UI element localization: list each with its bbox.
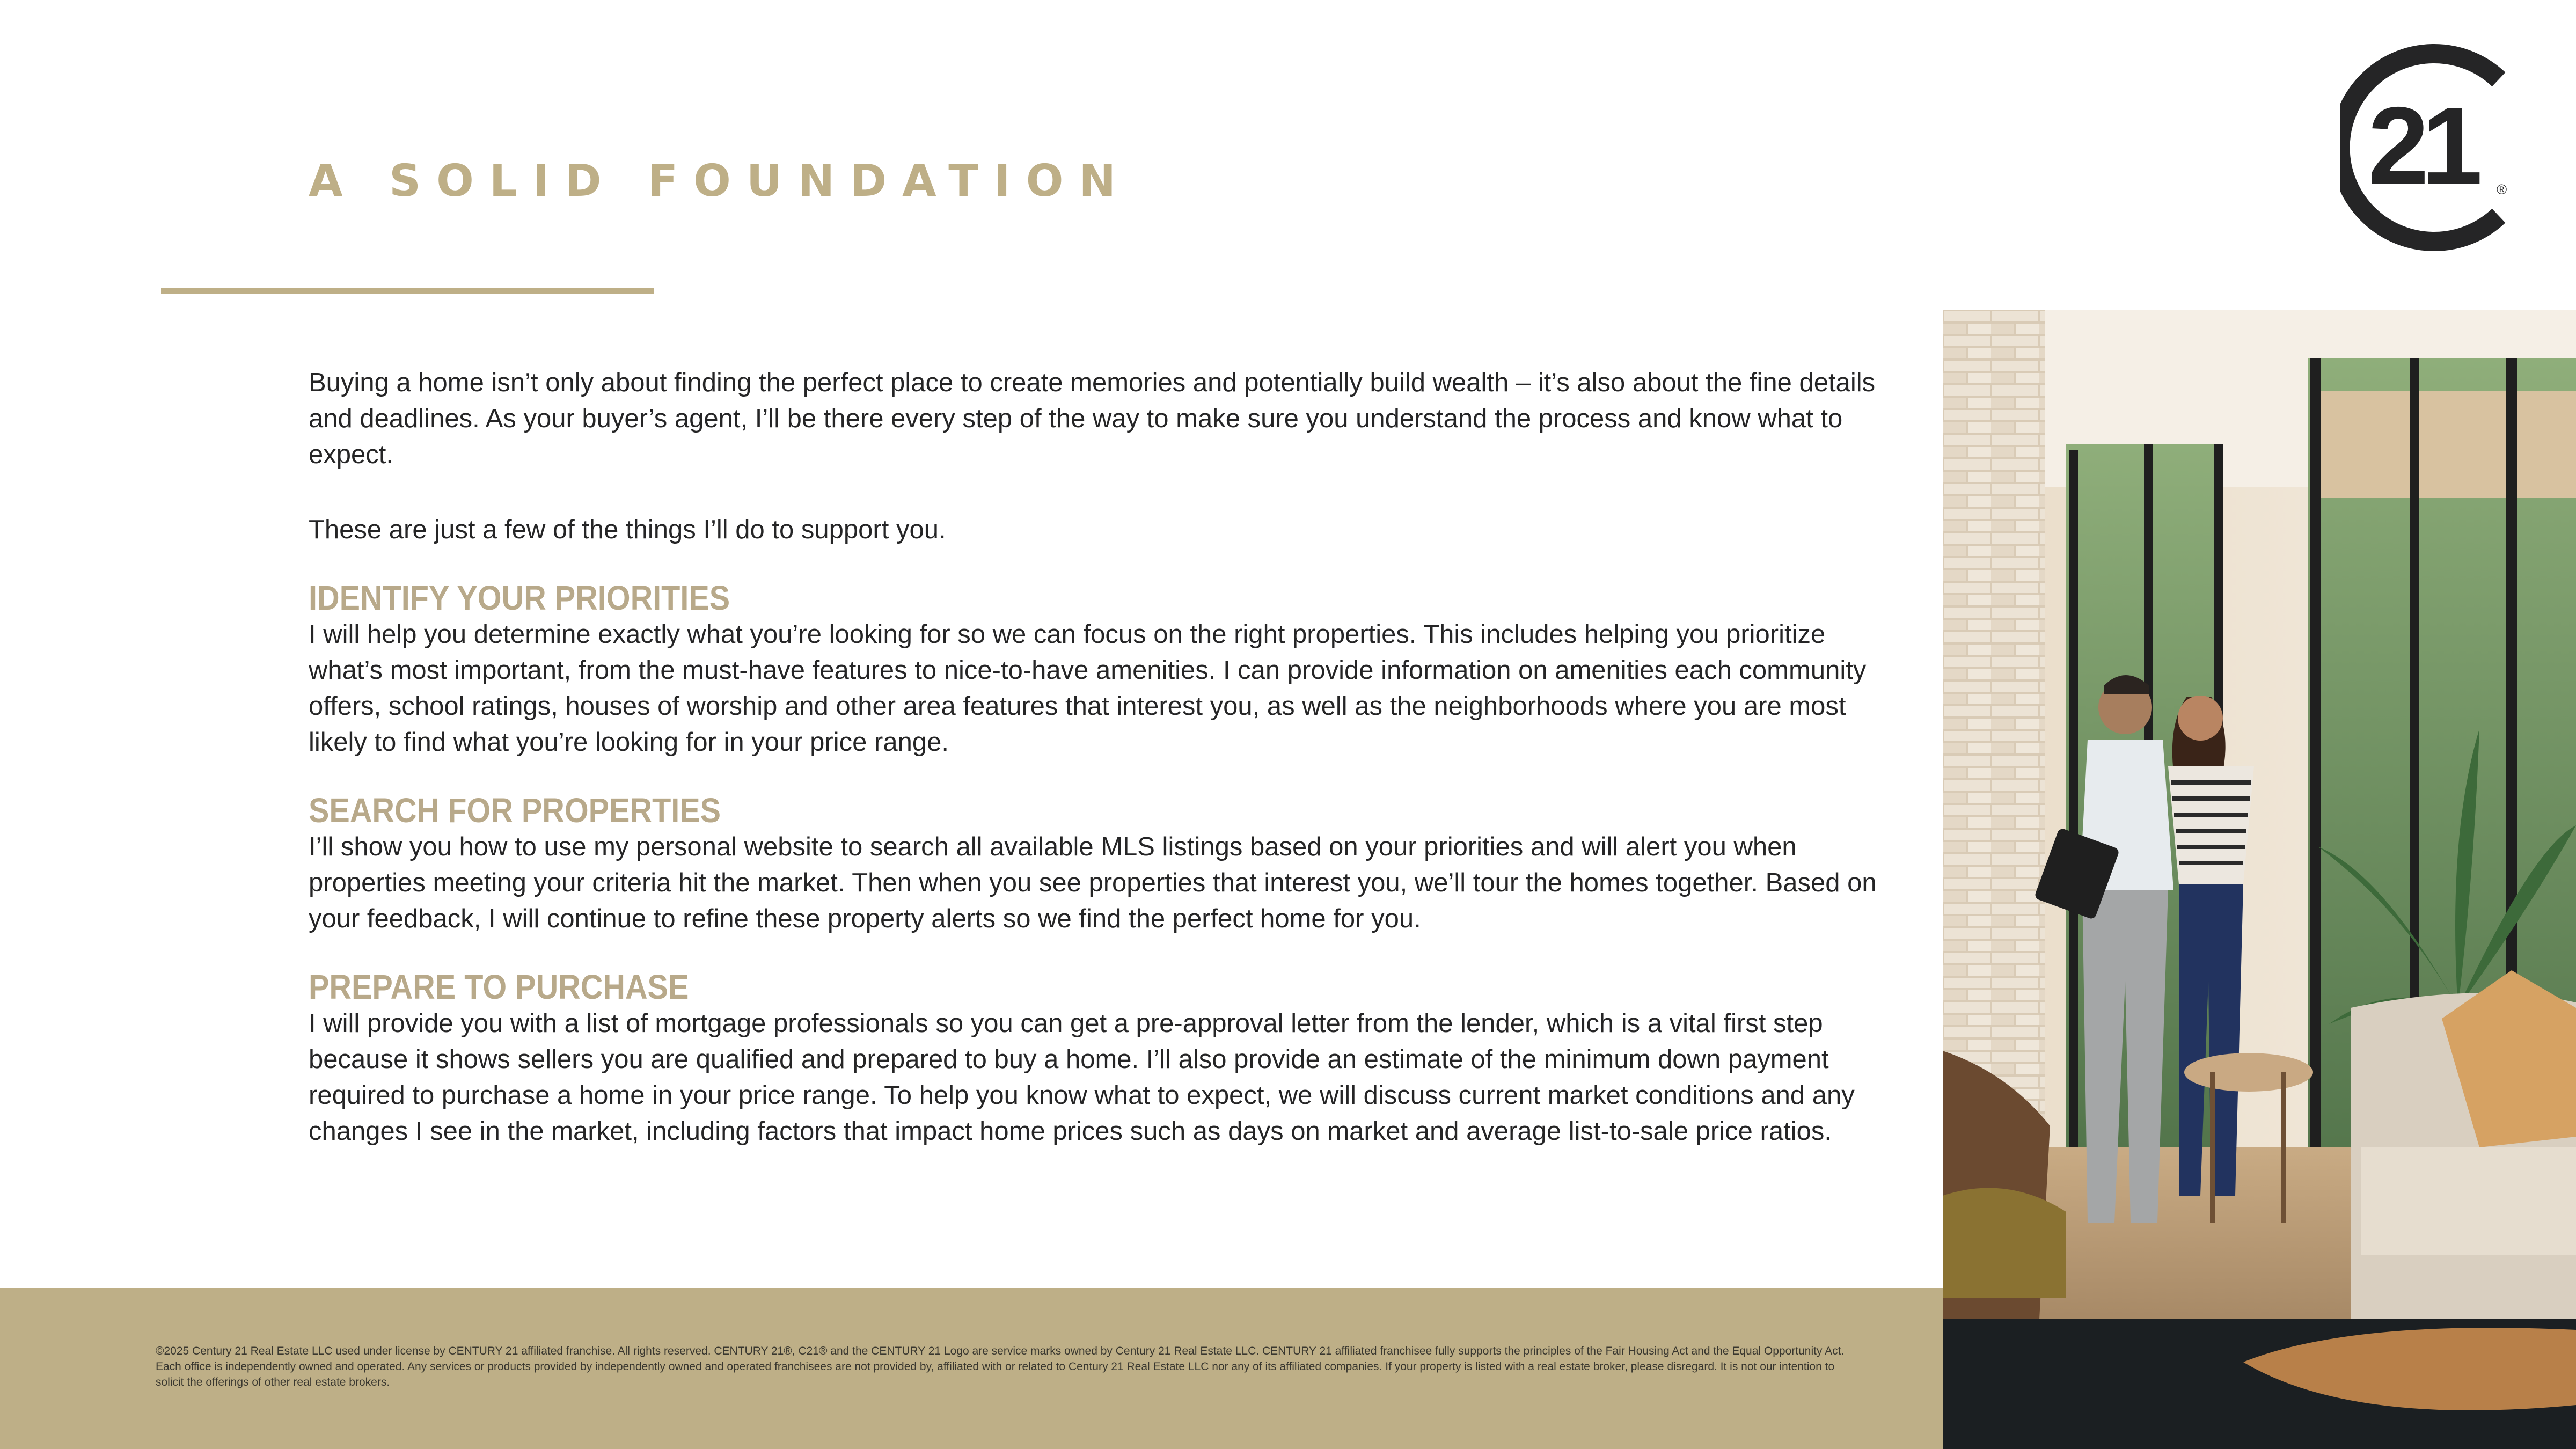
footer	[0, 1288, 1943, 1449]
section-identify-priorities	[309, 579, 1897, 760]
side-table	[2184, 1053, 2313, 1092]
section-search-properties	[309, 792, 1897, 937]
section-body: I will help you determine exactly what you’re looking for so we can focus on the right properties. This includes helping you prioritize what’s most important, from the must-have features to nice-to-have amenities. I can provide information on amenities each community offers, school ratings, houses of worship and other area features that interest you, as well as the neighborhoods where you are most likely to find what you’re looking for in your price range.	[309, 620, 1867, 757]
logo-number: 21	[2368, 84, 2476, 207]
title-underline	[161, 288, 654, 294]
section-heading: IDENTIFY YOUR PRIORITIES	[309, 579, 730, 617]
home-tour-photo	[1943, 310, 2576, 1449]
intro-paragraph: Buying a home isn’t only about finding the perfect place to create memories and potentially build wealth – it’s also about the fine details and deadlines. As your buyer’s agent, I’ll be there every step of the way to make sure you understand the process and know what to expect.	[309, 368, 1876, 469]
footer-legal-text: ©2025 Century 21 Real Estate LLC used under license by CENTURY 21 affiliated franchise. All rights reserved. CENTURY 21®, C21® and the CENTURY 21 Logo are service marks owned by Century 21 Real Estate LLC. CENTURY 21 affiliated franchisee fully supports the principles of the Fair Housing Act and the Equal Opportunity Act. Each office is independently owned and operated. Any services or products provided by independently owned and operated franchisees are not provided by, affiliated with or related to Century 21 Real Estate LLC nor any of its affiliated companies. If your property is listed with a real estate broker, please disregard. It is not our intention to solicit the offerings of other real estate brokers.	[156, 1345, 1845, 1388]
section-body: I will provide you with a list of mortgage professionals so you can get a pre-approval letter from the lender, which is a vital first step because it shows sellers you are qualified and prepared to buy a home. I’ll also provide an estimate of the minimum down payment required to purchase a home in your price range. To help you know what to expect, we will discuss current market conditions and any changes I see in the market, including factors that impact home prices such as days on market and average list-to-sale price ratios.	[309, 1009, 1855, 1146]
logo-registered-mark: ®	[2497, 181, 2507, 197]
page-title: A SOLID FOUNDATION	[309, 156, 1132, 207]
section-heading: SEARCH FOR PROPERTIES	[309, 791, 721, 830]
main-content	[309, 365, 1897, 1150]
porch-ceiling	[2313, 391, 2576, 498]
section-prepare-purchase	[309, 968, 1897, 1150]
century21-logo	[2340, 43, 2513, 253]
section-body: I’ll show you how to use my personal website to search all available MLS listings based on your priorities and will alert you when properties meeting your criteria hit the market. Then when you see properties that interest you, we’ll tour the homes together. Based on your feedback, I will continue to refine these property alerts so we find the perfect home for you.	[309, 832, 1877, 933]
sofa	[2351, 970, 2576, 1330]
support-intro: These are just a few of the things I’ll do to support you.	[309, 515, 946, 544]
section-heading: PREPARE TO PURCHASE	[309, 968, 689, 1006]
